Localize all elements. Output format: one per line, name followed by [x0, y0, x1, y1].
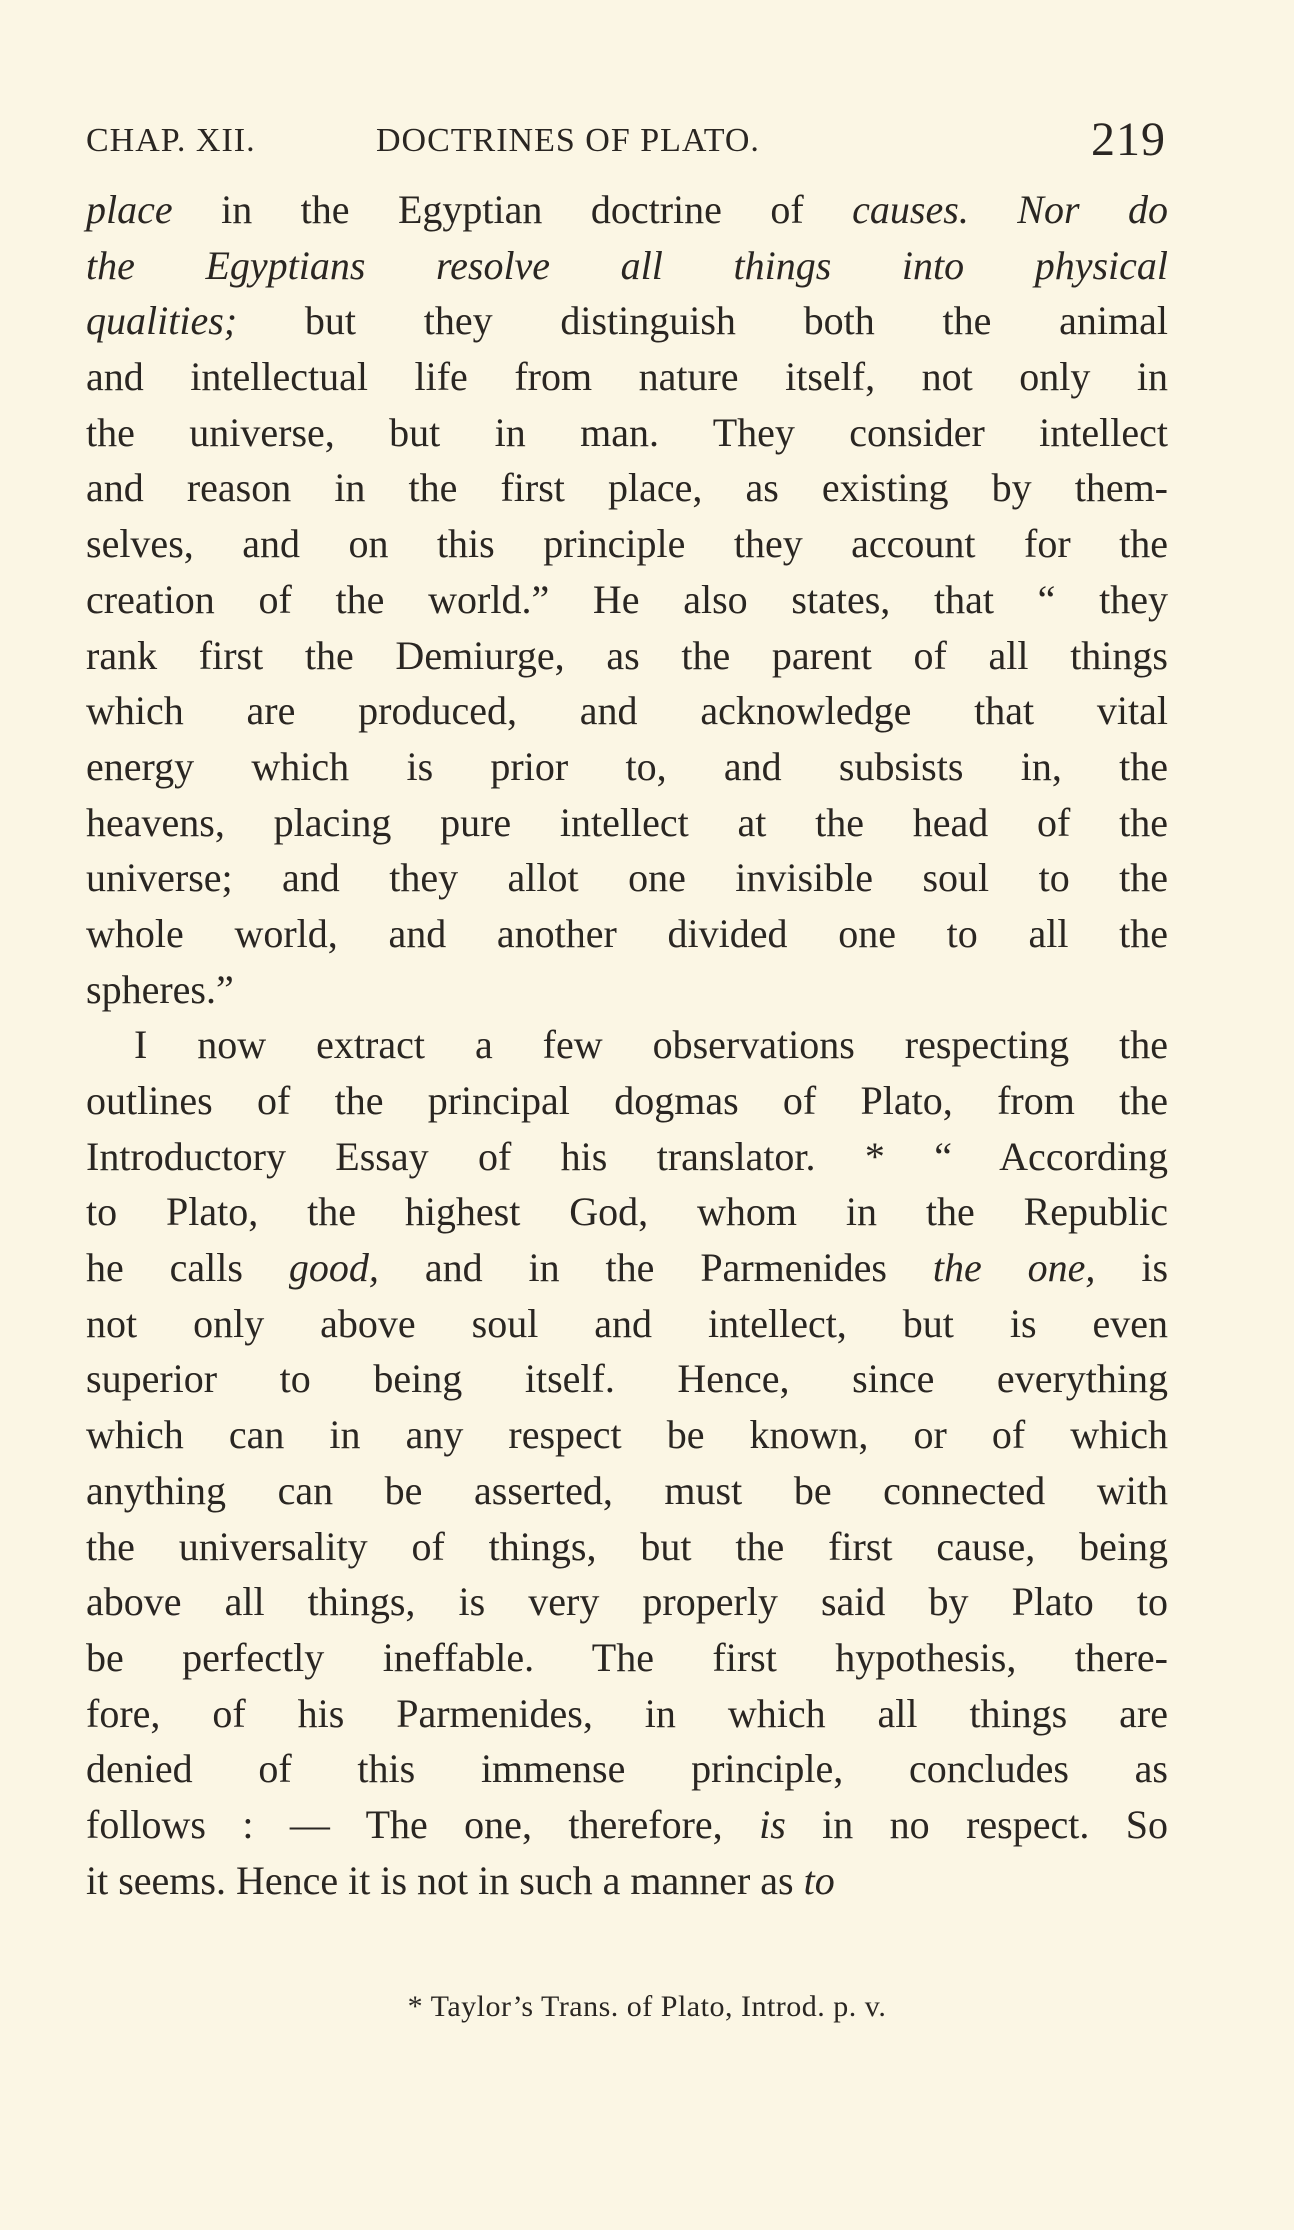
- text-run: be perfectly ineffable. The first hypothesis, there-: [86, 1634, 1168, 1680]
- page-number: 219: [1091, 113, 1166, 166]
- text-line: [86, 460, 1168, 516]
- text-line: [86, 1853, 1168, 1909]
- text-run: he calls: [86, 1245, 289, 1291]
- italic-text: is: [759, 1801, 786, 1847]
- text-run: outlines of the principal dogmas of Plato, from the: [86, 1078, 1168, 1123]
- text-line: [86, 962, 1168, 1018]
- text-run: not only above soul and intellect, but is even: [86, 1300, 1168, 1346]
- text-line: [86, 795, 1168, 851]
- text-line: [86, 405, 1168, 461]
- text-line: [86, 683, 1168, 739]
- text-line: [86, 739, 1168, 795]
- text-run: it seems. Hence it is not in such a manner as: [86, 1857, 804, 1903]
- text-run: superior to being itself. Hence, since everything: [86, 1356, 1168, 1402]
- text-run: spheres.”: [86, 966, 234, 1012]
- text-run: [969, 187, 1017, 232]
- text-line: [86, 628, 1168, 684]
- text-run: the universe, but in man. They consider intellect: [86, 409, 1168, 455]
- text-line: [86, 1184, 1168, 1240]
- text-line: [86, 1797, 1168, 1853]
- chapter-label: CHAP. XII.: [86, 122, 256, 159]
- text-run: to Plato, the highest God, whom in the Republic: [86, 1189, 1168, 1235]
- text-run: but they distinguish both the animal: [237, 298, 1168, 344]
- text-line: [86, 572, 1168, 628]
- text-run: above all things, is very properly said by Plato to: [86, 1579, 1168, 1625]
- text-line: [86, 1519, 1168, 1575]
- italic-text: place: [86, 187, 173, 232]
- text-run: the universality of things, but the first cause, being: [86, 1523, 1168, 1569]
- text-line: [86, 906, 1168, 962]
- text-run: and intellectual life from nature itself, not only in: [86, 354, 1168, 400]
- text-run: is: [1095, 1245, 1169, 1291]
- text-run: which are produced, and acknowledge that vital: [86, 688, 1168, 734]
- italic-text: qualities;: [86, 298, 238, 344]
- text-run: creation of the world.” He also states, that “ they: [86, 576, 1168, 622]
- text-run: denied of this immense principle, concludes as: [86, 1746, 1168, 1792]
- text-run: fore, of his Parmenides, in which all things are: [86, 1690, 1168, 1736]
- body-text: [86, 182, 1168, 1908]
- text-run: heavens, placing pure intellect at the head of the: [86, 799, 1168, 845]
- footnote: * Taylor’s Trans. of Plato, Introd. p. v.: [407, 1990, 887, 2023]
- text-run: in the Egyptian doctrine of: [172, 187, 853, 232]
- text-line: [86, 349, 1168, 405]
- italic-text: the one,: [932, 1245, 1096, 1291]
- text-run: universe; and they allot one invisible soul to the: [86, 855, 1168, 901]
- text-run: selves, and on this principle they account for the: [86, 521, 1168, 567]
- text-line: [86, 1240, 1168, 1296]
- text-run: whole world, and another divided one to all the: [86, 910, 1168, 956]
- text-run: in no respect. So: [785, 1801, 1168, 1847]
- text-line: [86, 516, 1168, 572]
- text-line: [86, 1129, 1168, 1185]
- running-head: [86, 112, 1166, 168]
- text-line: [86, 238, 1168, 294]
- text-line: [86, 850, 1168, 906]
- text-line: [86, 1741, 1168, 1797]
- text-line: [86, 1630, 1168, 1686]
- text-line: [86, 1296, 1168, 1352]
- italic-text: good,: [288, 1245, 379, 1291]
- text-line: [86, 1686, 1168, 1742]
- text-run: Introductory Essay of his translator. * “ According: [86, 1133, 1168, 1179]
- text-run: anything can be asserted, must be connected with: [86, 1467, 1168, 1513]
- text-run: and reason in the first place, as existing by them-: [86, 465, 1168, 511]
- text-run: I now extract a few observations respecting the: [134, 1022, 1168, 1068]
- text-line: [86, 1351, 1168, 1407]
- italic-text: Nor do: [1017, 187, 1168, 232]
- text-run: follows : — The one, therefore,: [86, 1801, 760, 1847]
- italic-text: to: [803, 1857, 835, 1903]
- text-run: rank first the Demiurge, as the parent of all things: [86, 632, 1168, 678]
- text-run: energy which is prior to, and subsists in, the: [86, 743, 1168, 789]
- text-line: [86, 1073, 1168, 1129]
- text-line: [86, 1574, 1168, 1630]
- text-run: which can in any respect be known, or of which: [86, 1412, 1168, 1458]
- italic-text: the Egyptians resolve all things into physical: [86, 242, 1168, 288]
- running-title: DOCTRINES OF PLATO.: [376, 122, 760, 159]
- text-line: [86, 1463, 1168, 1519]
- text-run: and in the Parmenides: [378, 1245, 933, 1291]
- italic-text: causes.: [852, 187, 969, 232]
- text-line: [86, 1017, 1168, 1073]
- text-line: [86, 182, 1168, 238]
- text-line: [86, 293, 1168, 349]
- text-line: [86, 1407, 1168, 1463]
